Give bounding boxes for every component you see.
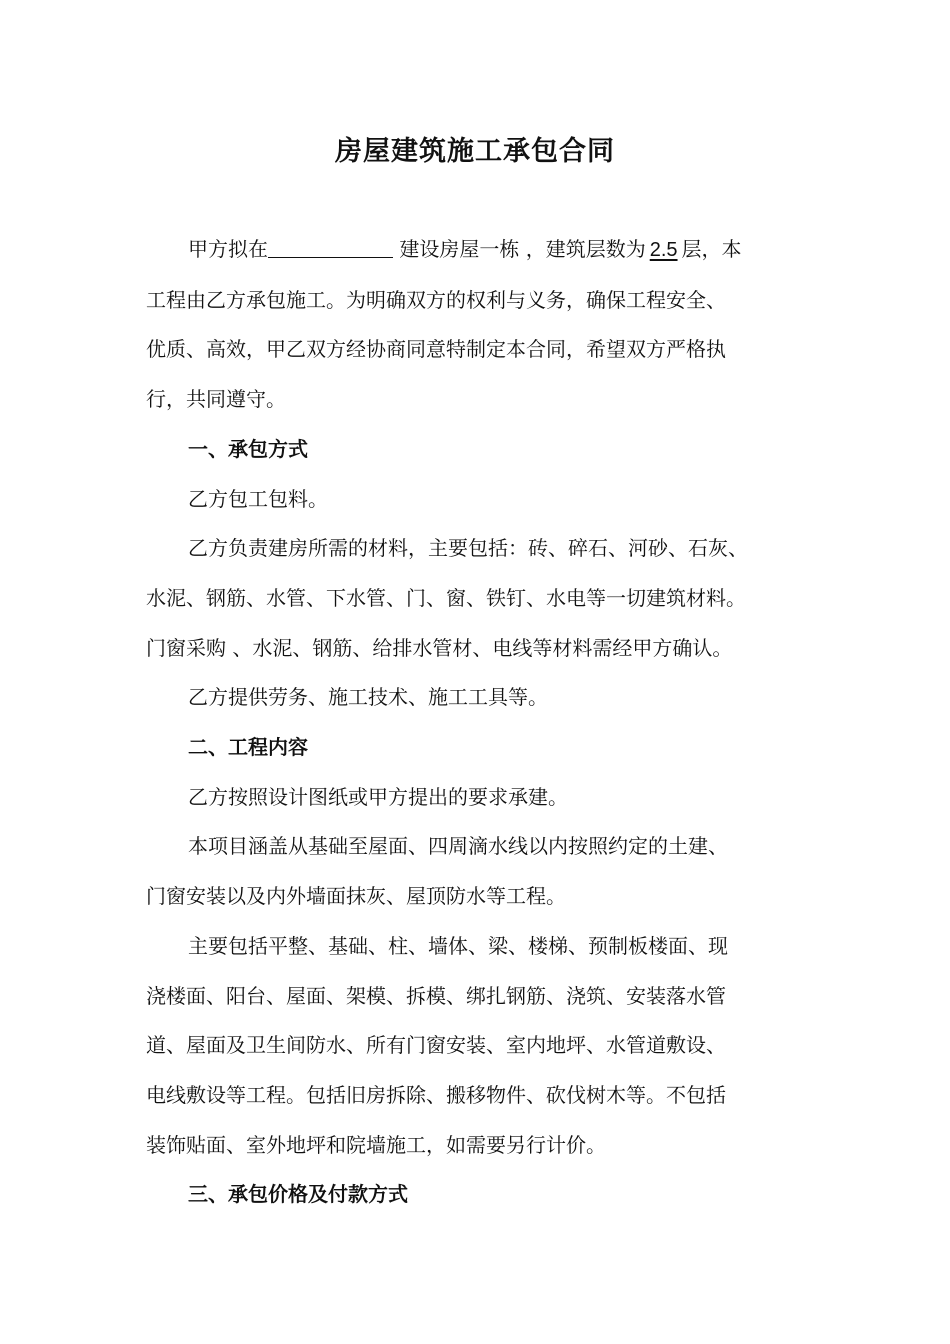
section2-paragraph-3-line-3: 道、屋面及卫生间防水、所有门窗安装、室内地坪、水管道敷设、 bbox=[146, 1033, 726, 1058]
section2-paragraph-1: 乙方按照设计图纸或甲方提出的要求承建。 bbox=[188, 784, 568, 809]
intro-prefix: 甲方拟在 bbox=[188, 237, 268, 261]
section-heading-2: 二、工程内容 bbox=[188, 735, 308, 760]
intro-middle: 建设房屋一栋 ，建筑层数为 bbox=[393, 237, 646, 261]
intro-line-4: 行，共同遵守。 bbox=[146, 387, 286, 412]
document-body bbox=[146, 225, 836, 1220]
section2-paragraph-2-line-1: 本项目涵盖从基础至屋面、四周滴水线以内按照约定的土建、 bbox=[188, 834, 728, 859]
location-blank-field bbox=[268, 235, 393, 258]
section1-paragraph-3: 乙方提供劳务、施工技术、施工工具等。 bbox=[188, 685, 548, 710]
section2-paragraph-2-line-2: 门窗安装以及内外墙面抹灰、屋顶防水等工程。 bbox=[146, 884, 566, 909]
intro-line-1 bbox=[146, 225, 836, 276]
intro-line-3: 优质、高效，甲乙双方经协商同意特制定本合同，希望双方严格执 bbox=[146, 337, 726, 362]
document-title: 房屋建筑施工承包合同 bbox=[335, 136, 615, 167]
section1-paragraph-1: 乙方包工包料。 bbox=[188, 486, 328, 511]
section1-paragraph-2-line-1: 乙方负责建房所需的材料，主要包括：砖、碎石、河砂、石灰、 bbox=[188, 536, 748, 561]
section-heading-1: 一、承包方式 bbox=[188, 436, 308, 461]
section2-paragraph-3-line-4: 电线敷设等工程。包括旧房拆除、搬移物件、砍伐树木等。不包括 bbox=[146, 1082, 726, 1107]
floors-value: 2.5 bbox=[649, 239, 678, 261]
section2-paragraph-3-line-5: 装饰贴面、室外地坪和院墙施工，如需要另行计价。 bbox=[146, 1132, 606, 1157]
section1-paragraph-2-line-3: 门窗采购 、水泥、钢筋、给排水管材、电线等材料需经甲方确认。 bbox=[146, 635, 733, 660]
section2-paragraph-3-line-2: 浇楼面、阳台、屋面、架模、拆模、绑扎钢筋、浇筑、安装落水管 bbox=[146, 983, 726, 1008]
section1-paragraph-2-line-2: 水泥、钢筋、水管、下水管、门、窗、铁钉、水电等一切建筑材料。 bbox=[146, 585, 746, 610]
intro-suffix: 层，本 bbox=[681, 237, 742, 261]
section-heading-3: 三、承包价格及付款方式 bbox=[188, 1182, 408, 1207]
section2-paragraph-3-line-1: 主要包括平整、基础、柱、墙体、梁、楼梯、预制板楼面、现 bbox=[188, 933, 728, 958]
intro-line-2: 工程由乙方承包施工。为明确双方的权利与义务，确保工程安全、 bbox=[146, 287, 726, 312]
